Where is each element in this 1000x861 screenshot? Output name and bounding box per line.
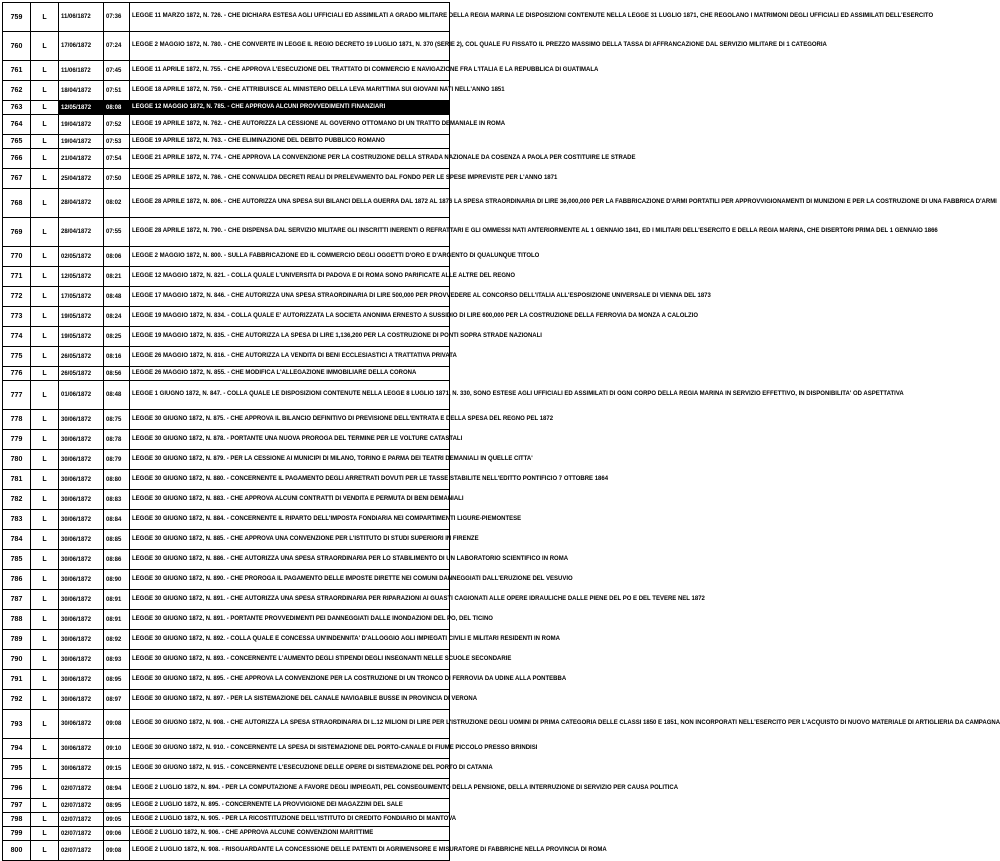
row-time: 08:86 bbox=[104, 550, 130, 570]
row-type: L bbox=[31, 410, 59, 430]
row-type: L bbox=[31, 381, 59, 410]
row-description-text: LEGGE 26 MAGGIO 1872, N. 855. - CHE MODIFICA L'ALLEGAZIONE IMMOBILIARE DELLA CORONA bbox=[132, 369, 417, 376]
row-type: L bbox=[31, 813, 59, 827]
table-row[interactable] bbox=[3, 650, 450, 670]
row-time: 07:50 bbox=[104, 169, 130, 189]
row-type: L bbox=[31, 367, 59, 381]
row-description bbox=[130, 367, 450, 381]
row-date: 30/06/1872 bbox=[59, 650, 104, 670]
table-row[interactable] bbox=[3, 570, 450, 590]
row-date: 28/04/1872 bbox=[59, 189, 104, 218]
row-description bbox=[130, 347, 457, 367]
table-row[interactable] bbox=[3, 590, 450, 610]
row-time: 08:90 bbox=[104, 570, 130, 590]
row-type: L bbox=[31, 32, 59, 61]
row-time: 07:45 bbox=[104, 61, 130, 81]
row-number: 790 bbox=[3, 650, 31, 670]
table-row[interactable] bbox=[3, 149, 450, 169]
row-number: 761 bbox=[3, 61, 31, 81]
table-row[interactable] bbox=[3, 670, 450, 690]
row-number: 767 bbox=[3, 169, 31, 189]
row-time: 07:24 bbox=[104, 32, 130, 61]
table-row[interactable] bbox=[3, 470, 450, 490]
table-row[interactable] bbox=[3, 410, 450, 430]
row-date: 26/05/1872 bbox=[59, 367, 104, 381]
table-row[interactable] bbox=[3, 189, 450, 218]
row-time: 08:95 bbox=[104, 670, 130, 690]
row-time: 08:84 bbox=[104, 510, 130, 530]
row-description-text: LEGGE 11 APRILE 1872, N. 755. - CHE APPROVA L'ESECUZIONE DEL TRATTATO DI COMMERCIO E NAVIGAZIONE FRA L'ITALIA E LA REPUBBLICA DI GUATIMALA bbox=[132, 66, 599, 73]
row-date: 30/06/1872 bbox=[59, 490, 104, 510]
row-number: 774 bbox=[3, 327, 31, 347]
row-time: 09:08 bbox=[104, 710, 130, 739]
row-number: 800 bbox=[3, 841, 31, 861]
row-number: 791 bbox=[3, 670, 31, 690]
table-row[interactable] bbox=[3, 610, 450, 630]
row-date: 02/07/1872 bbox=[59, 827, 104, 841]
row-time: 08:02 bbox=[104, 189, 130, 218]
row-type: L bbox=[31, 247, 59, 267]
row-type: L bbox=[31, 430, 59, 450]
row-type: L bbox=[31, 670, 59, 690]
row-type: L bbox=[31, 550, 59, 570]
row-number: 775 bbox=[3, 347, 31, 367]
table-row[interactable] bbox=[3, 327, 450, 347]
row-time: 07:52 bbox=[104, 115, 130, 135]
row-number: 777 bbox=[3, 381, 31, 410]
row-type: L bbox=[31, 799, 59, 813]
row-time: 08:93 bbox=[104, 650, 130, 670]
row-time: 09:10 bbox=[104, 739, 130, 759]
row-number: 776 bbox=[3, 367, 31, 381]
row-date: 12/05/1872 bbox=[59, 101, 104, 115]
row-time: 07:54 bbox=[104, 149, 130, 169]
row-date: 21/04/1872 bbox=[59, 149, 104, 169]
row-description-text: LEGGE 17 MAGGIO 1872, N. 846. - CHE AUTORIZZA UNA SPESA STRAORDINARIA DI LIRE 500,000 PER PROVVEDERE AL CONCORSO DELL'ITALIA ALL'ESPOSIZIONE UNIVERSALE DI VIENNA DEL 1873 bbox=[132, 292, 711, 299]
row-number: 768 bbox=[3, 189, 31, 218]
row-time: 07:36 bbox=[104, 3, 130, 32]
row-description-text: LEGGE 30 GIUGNO 1872, N. 878. - PORTANTE UNA NUOVA PROROGA DEL TERMINE PER LE VOLTURE CATASTALI bbox=[132, 435, 463, 442]
table-row[interactable] bbox=[3, 550, 450, 570]
laws-table bbox=[2, 2, 1000, 861]
row-description bbox=[130, 470, 609, 490]
table-row[interactable] bbox=[3, 81, 450, 101]
row-description-text: LEGGE 26 MAGGIO 1872, N. 816. - CHE AUTORIZZA LA VENDITA DI BENI ECCLESIASTICI A TRATTATIVA PRIVATA bbox=[132, 352, 457, 359]
row-description bbox=[130, 381, 904, 410]
row-date: 19/05/1872 bbox=[59, 327, 104, 347]
row-description bbox=[130, 115, 506, 135]
row-description bbox=[130, 827, 450, 841]
row-description-text: LEGGE 30 GIUGNO 1872, N. 885. - CHE APPROVA UNA CONVENZIONE PER L'ISTITUTO DI STUDI SUPERIORI IN FIRENZE bbox=[132, 535, 479, 542]
row-date: 30/06/1872 bbox=[59, 759, 104, 779]
row-description-text: LEGGE 2 MAGGIO 1872, N. 800. - SULLA FABBRICAZIONE ED IL COMMERCIO DEGLI OGGETTI D'ORO E D'ARGENTO DI QUALUNQUE TITOLO bbox=[132, 252, 540, 259]
row-date: 11/06/1872 bbox=[59, 61, 104, 81]
row-number: 794 bbox=[3, 739, 31, 759]
row-type: L bbox=[31, 630, 59, 650]
row-description-text: LEGGE 19 APRILE 1872, N. 763. - CHE ELIMINAZIONE DEL DEBITO PUBBLICO ROMANO bbox=[132, 137, 385, 144]
table-row[interactable] bbox=[3, 827, 450, 841]
row-number: 796 bbox=[3, 779, 31, 799]
table-row[interactable] bbox=[3, 690, 450, 710]
row-number: 795 bbox=[3, 759, 31, 779]
row-type: L bbox=[31, 3, 59, 32]
row-number: 786 bbox=[3, 570, 31, 590]
row-description-text: LEGGE 30 GIUGNO 1872, N. 908. - CHE AUTORIZZA LA SPESA STRAORDINARIA DI L.12 MILIONI DI LIRE PER L'ISTRUZIONE DEGLI UOMINI DI PRIMA CATEGORIA DELLE CLASSI 1850 E 1851, NON INCORPORATI NELL'ESERCITO PER L'ACQUISTO DI NUOVO MATERIALE DI ARTIGLIERIA DA CAMPAGNA bbox=[132, 720, 1000, 727]
row-date: 12/05/1872 bbox=[59, 267, 104, 287]
row-time: 09:06 bbox=[104, 827, 130, 841]
row-description bbox=[130, 650, 512, 670]
row-number: 782 bbox=[3, 490, 31, 510]
row-type: L bbox=[31, 779, 59, 799]
row-type: L bbox=[31, 267, 59, 287]
table-row[interactable] bbox=[3, 247, 450, 267]
row-description bbox=[130, 610, 493, 630]
row-description-text: LEGGE 25 APRILE 1872, N. 786. - CHE CONVALIDA DECRETI REALI DI PRELEVAMENTO DAL FONDO PER LE SPESE IMPREVISTE PER L'ANNO 1871 bbox=[132, 174, 558, 181]
row-number: 793 bbox=[3, 710, 31, 739]
row-description-text: LEGGE 30 GIUGNO 1872, N. 890. - CHE PROROGA IL PAGAMENTO DELLE IMPOSTE DIRETTE NEI COMUNI DANNEGGIATI DALL'ERUZIONE DEL VESUVIO bbox=[132, 575, 573, 582]
row-description bbox=[130, 779, 679, 799]
table-row[interactable] bbox=[3, 759, 450, 779]
row-type: L bbox=[31, 690, 59, 710]
row-number: 762 bbox=[3, 81, 31, 101]
table-row[interactable] bbox=[3, 813, 450, 827]
row-description bbox=[130, 287, 711, 307]
row-date: 19/05/1872 bbox=[59, 307, 104, 327]
row-date: 30/06/1872 bbox=[59, 570, 104, 590]
table-row[interactable] bbox=[3, 710, 450, 739]
table-row[interactable] bbox=[3, 3, 450, 32]
row-date: 11/06/1872 bbox=[59, 3, 104, 32]
table-row[interactable] bbox=[3, 779, 450, 799]
row-date: 30/06/1872 bbox=[59, 510, 104, 530]
row-description-text: LEGGE 28 APRILE 1872, N. 790. - CHE DISPENSA DAL SERVIZIO MILITARE GLI INSCRITTI INERENTI O REFRATTARI E GLI OMMESSI NATI ANTERIORMENTE AL 1 GENNAIO 1841, ED I MILITARI DELL'ESERCITO E DELLA REGIA MARINA, CHE DISERTORI PRIMA DEL 1 GENNAIO 1866 bbox=[132, 228, 938, 235]
row-description bbox=[130, 61, 599, 81]
row-number: 792 bbox=[3, 690, 31, 710]
row-description-text: LEGGE 30 GIUGNO 1872, N. 879. - PER LA CESSIONE AI MUNICIPI DI MILANO, TORINO E PARMA DEI TEATRI DEMANIALI IN QUELLE CITTA' bbox=[132, 455, 533, 462]
row-type: L bbox=[31, 135, 59, 149]
row-description bbox=[130, 710, 1000, 739]
row-description-text: LEGGE 30 GIUGNO 1872, N. 893. - CONCERNENTE L'AUMENTO DEGLI STIPENDI DEGLI INSEGNANTI NELLE SCUOLE SECONDARIE bbox=[132, 655, 512, 662]
row-description bbox=[130, 841, 607, 861]
row-description bbox=[130, 430, 463, 450]
row-date: 30/06/1872 bbox=[59, 739, 104, 759]
row-date: 18/04/1872 bbox=[59, 81, 104, 101]
row-time: 08:21 bbox=[104, 267, 130, 287]
row-type: L bbox=[31, 327, 59, 347]
row-date: 28/04/1872 bbox=[59, 218, 104, 247]
row-description-text: LEGGE 21 APRILE 1872, N. 774. - CHE APPROVA LA CONVENZIONE PER LA COSTRUZIONE DELLA STRADA NAZIONALE DA COSENZA A PAOLA PER COSTITUIRE LE STRADE bbox=[132, 154, 636, 161]
row-description bbox=[130, 630, 560, 650]
row-type: L bbox=[31, 287, 59, 307]
row-description bbox=[130, 149, 636, 169]
table-row[interactable] bbox=[3, 307, 450, 327]
row-time: 09:05 bbox=[104, 813, 130, 827]
row-description bbox=[130, 550, 569, 570]
row-date: 02/07/1872 bbox=[59, 779, 104, 799]
row-date: 30/06/1872 bbox=[59, 630, 104, 650]
row-number: 781 bbox=[3, 470, 31, 490]
table-row[interactable] bbox=[3, 101, 450, 115]
row-date: 25/04/1872 bbox=[59, 169, 104, 189]
row-time: 08:08 bbox=[104, 101, 130, 115]
row-date: 30/06/1872 bbox=[59, 710, 104, 739]
row-type: L bbox=[31, 530, 59, 550]
row-description-text: LEGGE 2 LUGLIO 1872, N. 905. - PER LA RICOSTITUZIONE DELL'ISTITUTO DI CREDITO FONDIARIO DI MANTOVA bbox=[132, 815, 457, 822]
row-type: L bbox=[31, 510, 59, 530]
row-number: 788 bbox=[3, 610, 31, 630]
row-number: 771 bbox=[3, 267, 31, 287]
row-time: 08:91 bbox=[104, 590, 130, 610]
row-type: L bbox=[31, 610, 59, 630]
row-description-text: LEGGE 2 LUGLIO 1872, N. 895. - CONCERNENTE LA PROVVIGIONE DEI MAGAZZINI DEL SALE bbox=[132, 801, 403, 808]
row-type: L bbox=[31, 347, 59, 367]
row-date: 30/06/1872 bbox=[59, 610, 104, 630]
table-row[interactable] bbox=[3, 530, 450, 550]
row-date: 17/06/1872 bbox=[59, 32, 104, 61]
table-row[interactable] bbox=[3, 490, 450, 510]
row-type: L bbox=[31, 81, 59, 101]
row-date: 30/06/1872 bbox=[59, 470, 104, 490]
row-time: 08:97 bbox=[104, 690, 130, 710]
row-time: 07:51 bbox=[104, 81, 130, 101]
row-type: L bbox=[31, 759, 59, 779]
row-description-text: LEGGE 30 GIUGNO 1872, N. 883. - CHE APPROVA ALCUNI CONTRATTI DI VENDITA E PERMUTA DI BENI DEMANIALI bbox=[132, 495, 464, 502]
table-row[interactable] bbox=[3, 739, 450, 759]
row-time: 08:83 bbox=[104, 490, 130, 510]
row-number: 770 bbox=[3, 247, 31, 267]
row-description bbox=[130, 450, 533, 470]
row-description-text: LEGGE 30 GIUGNO 1872, N. 891. - CHE AUTORIZZA UNA SPESA STRAORDINARIA PER RIPARAZIONI AI GUASTI CAGIONATI ALLE OPERE IDRAULICHE DALLE PIENE DEL PO E DEL TEVERE NEL 1872 bbox=[132, 595, 705, 602]
row-type: L bbox=[31, 101, 59, 115]
row-number: 784 bbox=[3, 530, 31, 550]
row-description-text: LEGGE 30 GIUGNO 1872, N. 892. - COLLA QUALE E CONCESSA UN'INDENNITA' D'ALLOGGIO AGLI IMPIEGATI CIVILI E MILITARI RESIDENTI IN ROMA bbox=[132, 635, 560, 642]
row-description-text: LEGGE 30 GIUGNO 1872, N. 875. - CHE APPROVA IL BILANCIO DEFINITIVO DI PREVISIONE DELL'ENTRATA E DELLA SPESA DEL REGNO PEL 1872 bbox=[132, 415, 554, 422]
row-type: L bbox=[31, 307, 59, 327]
table-row[interactable] bbox=[3, 430, 450, 450]
row-description bbox=[130, 570, 573, 590]
row-description-text: LEGGE 19 APRILE 1872, N. 762. - CHE AUTORIZZA LA CESSIONE AL GOVERNO OTTOMANO DI UN TRATTO DEMANIALE IN ROMA bbox=[132, 120, 506, 127]
table-row[interactable] bbox=[3, 287, 450, 307]
row-description-text: LEGGE 2 LUGLIO 1872, N. 908. - RISGUARDANTE LA CONCESSIONE DELLE PATENTI DI AGRIMENSORE E MISURATORE DI FABBRICHE NELLA PROVINCIA DI ROMA bbox=[132, 846, 607, 853]
row-date: 02/07/1872 bbox=[59, 799, 104, 813]
row-date: 30/06/1872 bbox=[59, 550, 104, 570]
row-type: L bbox=[31, 827, 59, 841]
row-description-text: LEGGE 19 MAGGIO 1872, N. 834. - COLLA QUALE E' AUTORIZZATA LA SOCIETA ANONIMA ERNESTO A SUSSIDIO DI LIRE 600,000 PER LA COSTRUZIONE DELLA FERROVIA DA MONZA A CALOLZIO bbox=[132, 312, 699, 319]
row-number: 765 bbox=[3, 135, 31, 149]
row-time: 08:92 bbox=[104, 630, 130, 650]
row-number: 797 bbox=[3, 799, 31, 813]
row-time: 08:95 bbox=[104, 799, 130, 813]
row-number: 772 bbox=[3, 287, 31, 307]
row-time: 08:91 bbox=[104, 610, 130, 630]
table-row[interactable] bbox=[3, 841, 450, 861]
table-row[interactable] bbox=[3, 218, 450, 247]
row-date: 02/07/1872 bbox=[59, 813, 104, 827]
row-description bbox=[130, 3, 934, 32]
table-body bbox=[3, 3, 1000, 861]
row-time: 08:79 bbox=[104, 450, 130, 470]
table-row[interactable] bbox=[3, 510, 450, 530]
row-time: 08:06 bbox=[104, 247, 130, 267]
row-date: 30/06/1872 bbox=[59, 410, 104, 430]
row-description bbox=[130, 530, 479, 550]
row-description-text: LEGGE 18 APRILE 1872, N. 759. - CHE ATTRIBUISCE AL MINISTERO DELLA LEVA MARITTIMA SUI GIOVANI NATI NELL'ANNO 1851 bbox=[132, 86, 505, 93]
row-description bbox=[130, 410, 554, 430]
row-description-text: LEGGE 1 GIUGNO 1872, N. 847. - COLLA QUALE LE DISPOSIZIONI CONTENUTE NELLA LEGGE 8 LUGLIO 1871, N. 330, SONO ESTESE AGLI UFFICIALI ED ASSIMILATI DI OGNI CORPO DELLA REGIA MARINA IN SERVIZIO EFFETTIVO, IN DISPONIBILITA' OD ASPETTATIVA bbox=[132, 391, 904, 398]
row-number: 766 bbox=[3, 149, 31, 169]
row-date: 01/06/1872 bbox=[59, 381, 104, 410]
table-row[interactable] bbox=[3, 450, 450, 470]
row-number: 760 bbox=[3, 32, 31, 61]
table-row[interactable] bbox=[3, 367, 450, 381]
row-number: 780 bbox=[3, 450, 31, 470]
row-description-text: LEGGE 2 LUGLIO 1872, N. 894. - PER LA COMPUTAZIONE A FAVORE DEGLI IMPIEGATI, PEL CONSEGUIMENTO DELLA PENSIONE, DELLA INTERRUZIONE DI SERVIZIO PER CAUSA POLITICA bbox=[132, 784, 679, 791]
row-date: 26/05/1872 bbox=[59, 347, 104, 367]
row-description-text: LEGGE 30 GIUGNO 1872, N. 910. - CONCERNENTE LA SPESA DI SISTEMAZIONE DEL PORTO-CANALE DI FIUME PICCOLO PRESSO BRINDISI bbox=[132, 744, 538, 751]
row-time: 09:08 bbox=[104, 841, 130, 861]
row-time: 07:53 bbox=[104, 135, 130, 149]
row-time: 08:80 bbox=[104, 470, 130, 490]
table-row[interactable] bbox=[3, 267, 450, 287]
row-description-text: LEGGE 30 GIUGNO 1872, N. 895. - CHE APPROVA LA CONVENZIONE PER LA COSTRUZIONE DI UN TRONCO DI FERROVIA DA UDINE ALLA PONTEBBA bbox=[132, 675, 567, 682]
row-date: 30/06/1872 bbox=[59, 590, 104, 610]
table-row[interactable] bbox=[3, 381, 450, 410]
row-number: 769 bbox=[3, 218, 31, 247]
row-date: 02/07/1872 bbox=[59, 841, 104, 861]
row-description-text: LEGGE 12 MAGGIO 1872, N. 785. - CHE APPROVA ALCUNI PROVVEDIMENTI FINANZIARI bbox=[132, 103, 386, 110]
row-description-text: LEGGE 30 GIUGNO 1872, N. 886. - CHE AUTORIZZA UNA SPESA STRAORDINARIA PER LO STABILIMENTO DI UN LABORATORIO SCIENTIFICO IN ROMA bbox=[132, 555, 569, 562]
row-number: 785 bbox=[3, 550, 31, 570]
row-type: L bbox=[31, 841, 59, 861]
row-date: 30/06/1872 bbox=[59, 690, 104, 710]
row-description bbox=[130, 510, 522, 530]
row-description-text: LEGGE 12 MAGGIO 1872, N. 821. - COLLA QUALE L'UNIVERSITA DI PADOVA E DI ROMA SONO PARIFICATE ALLE ALTRE DEL REGNO bbox=[132, 272, 516, 279]
row-time: 09:15 bbox=[104, 759, 130, 779]
row-description bbox=[130, 267, 516, 287]
table-row[interactable] bbox=[3, 169, 450, 189]
table-row[interactable] bbox=[3, 347, 450, 367]
row-number: 789 bbox=[3, 630, 31, 650]
row-description bbox=[130, 81, 505, 101]
row-description bbox=[130, 135, 450, 149]
row-date: 30/06/1872 bbox=[59, 450, 104, 470]
row-date: 30/06/1872 bbox=[59, 530, 104, 550]
row-type: L bbox=[31, 115, 59, 135]
row-description bbox=[130, 247, 540, 267]
row-description bbox=[130, 759, 493, 779]
row-description-text: LEGGE 11 MARZO 1872, N. 726. - CHE DICHIARA ESTESA AGLI UFFICIALI ED ASSIMILATI A GRADO MILITARE DELLA REGIA MARINA LE DISPOSIZIONI CONTENUTE NELLA LEGGE 31 LUGLIO 1871, CHE REGOLANO I MATRIMONI DEGLI UFFICIALI ED ASSIMILATI DELL'ESERCITO bbox=[132, 13, 934, 20]
row-type: L bbox=[31, 570, 59, 590]
row-description bbox=[130, 690, 478, 710]
row-number: 764 bbox=[3, 115, 31, 135]
row-time: 08:78 bbox=[104, 430, 130, 450]
row-time: 08:85 bbox=[104, 530, 130, 550]
row-description bbox=[130, 189, 997, 218]
row-number: 759 bbox=[3, 3, 31, 32]
row-description bbox=[130, 739, 538, 759]
row-number: 783 bbox=[3, 510, 31, 530]
row-type: L bbox=[31, 61, 59, 81]
row-number: 778 bbox=[3, 410, 31, 430]
row-date: 19/04/1872 bbox=[59, 115, 104, 135]
row-type: L bbox=[31, 490, 59, 510]
row-description-text: LEGGE 30 GIUGNO 1872, N. 915. - CONCERNENTE L'ESECUZIONE DELLE OPERE DI SISTEMAZIONE DEL PORTO DI CATANIA bbox=[132, 764, 493, 771]
row-description-text: LEGGE 2 LUGLIO 1872, N. 906. - CHE APPROVA ALCUNE CONVENZIONI MARITTIME bbox=[132, 829, 374, 836]
row-type: L bbox=[31, 739, 59, 759]
row-date: 30/06/1872 bbox=[59, 430, 104, 450]
row-type: L bbox=[31, 650, 59, 670]
row-description-text: LEGGE 30 GIUGNO 1872, N. 897. - PER LA SISTEMAZIONE DEL CANALE NAVIGABILE BUSSE IN PROVINCIA DI VERONA bbox=[132, 695, 478, 702]
row-time: 08:24 bbox=[104, 307, 130, 327]
row-description-text: LEGGE 28 APRILE 1872, N. 806. - CHE AUTORIZZA UNA SPESA SUI BILANCI DELLA GUERRA DAL 1872 AL 1876 LA SPESA STRAORDINARIA DI LIRE 36,000,000 PER LA FABBRICAZIONE D'ARMI PORTATILI PER APPROVVIGIONAMENTI DI MUNIZIONI E PER LA COSTRUZIONE DI UNA FABBRICA D'ARMI bbox=[132, 199, 997, 206]
row-number: 763 bbox=[3, 101, 31, 115]
row-date: 30/06/1872 bbox=[59, 670, 104, 690]
row-description-text: LEGGE 30 GIUGNO 1872, N. 880. - CONCERNENTE IL PAGAMENTO DEGLI ARRETRATI DOVUTI PER LE TASSE STABILITE NELL'EDITTO PONTIFICIO 7 OTTOBRE 1864 bbox=[132, 475, 609, 482]
row-number: 799 bbox=[3, 827, 31, 841]
row-description bbox=[130, 32, 827, 61]
table-row[interactable] bbox=[3, 135, 450, 149]
row-description bbox=[130, 813, 457, 827]
row-description bbox=[130, 101, 450, 115]
row-type: L bbox=[31, 710, 59, 739]
table-row[interactable] bbox=[3, 61, 450, 81]
row-type: L bbox=[31, 149, 59, 169]
row-type: L bbox=[31, 189, 59, 218]
table-row[interactable] bbox=[3, 630, 450, 650]
row-description bbox=[130, 169, 558, 189]
row-description bbox=[130, 490, 464, 510]
row-description-text: LEGGE 30 GIUGNO 1872, N. 884. - CONCERNENTE IL RIPARTO DELL'IMPOSTA FONDIARIA NEI COMPARTIMENTI LIGURE-PIEMONTESE bbox=[132, 515, 522, 522]
row-description-text: LEGGE 19 MAGGIO 1872, N. 835. - CHE AUTORIZZA LA SPESA DI LIRE 1,136,200 PER LA COSTRUZIONE DI PONTI SOPRA STRADE NAZIONALI bbox=[132, 332, 542, 339]
row-time: 08:75 bbox=[104, 410, 130, 430]
row-description-text: LEGGE 2 MAGGIO 1872, N. 780. - CHE CONVERTE IN LEGGE IL REGIO DECRETO 19 LUGLIO 1871, N. 370 (SERIE 2), COL QUALE FU FISSATO IL PREZZO MASSIMO DELLA TASSA DI AFFRANCAZIONE DAL SERVIZIO MILITARE DI 1 CATEGORIA bbox=[132, 42, 827, 49]
row-number: 798 bbox=[3, 813, 31, 827]
row-description bbox=[130, 670, 567, 690]
row-description bbox=[130, 799, 450, 813]
row-description bbox=[130, 307, 699, 327]
row-time: 08:48 bbox=[104, 381, 130, 410]
row-date: 17/05/1872 bbox=[59, 287, 104, 307]
row-description bbox=[130, 218, 938, 247]
row-type: L bbox=[31, 169, 59, 189]
row-number: 787 bbox=[3, 590, 31, 610]
row-type: L bbox=[31, 590, 59, 610]
row-number: 773 bbox=[3, 307, 31, 327]
row-time: 08:48 bbox=[104, 287, 130, 307]
row-time: 08:56 bbox=[104, 367, 130, 381]
table-row[interactable] bbox=[3, 32, 450, 61]
row-description-text: LEGGE 30 GIUGNO 1872, N. 891. - PORTANTE PROVVEDIMENTI PEI DANNEGGIATI DALLE INONDAZIONI DEL PO, DEL TICINO bbox=[132, 615, 493, 622]
row-date: 19/04/1872 bbox=[59, 135, 104, 149]
row-time: 07:55 bbox=[104, 218, 130, 247]
row-type: L bbox=[31, 218, 59, 247]
row-type: L bbox=[31, 450, 59, 470]
row-number: 779 bbox=[3, 430, 31, 450]
table-row[interactable] bbox=[3, 115, 450, 135]
row-date: 02/05/1872 bbox=[59, 247, 104, 267]
row-time: 08:25 bbox=[104, 327, 130, 347]
row-description bbox=[130, 590, 705, 610]
row-time: 08:16 bbox=[104, 347, 130, 367]
row-description bbox=[130, 327, 542, 347]
row-time: 08:94 bbox=[104, 779, 130, 799]
row-type: L bbox=[31, 470, 59, 490]
table-row[interactable] bbox=[3, 799, 450, 813]
